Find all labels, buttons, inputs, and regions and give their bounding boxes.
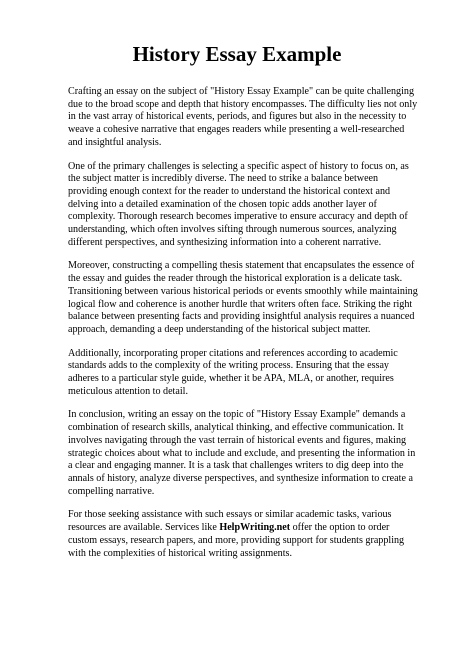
- paragraph-introduction: Crafting an essay on the subject of "History Essay Example" can be quite challenging due to the broad scope and depth that history encompasses. The difficulty lies not only in the vast array of historical events, periods, and figures but also in the necessity to weave a cohesive narrative that engages readers while presenting a well-researched and insightful analysis.: [68, 86, 418, 148]
- resources-text-before: For those seeking assistance with such essays or similar academic tasks, various resources are available. Services like: [68, 509, 392, 534]
- paragraph-citations: Additionally, incorporating proper citations and references according to academic standards adds to the complexity of the writing process. Ensuring that the essay adheres to a particular style guide, whether it be APA, MLA, or another, requires meticulous attention to detail.: [68, 347, 398, 397]
- paragraph-thesis: Moreover, constructing a compelling thesis statement that encapsulates the essence of the essay and guides the reader through the historical exploration is a delicate task. Transitioning between various historical periods or events smoothly while maintaining logical flow and coherence is another hurdle that writers often face. Striking the right balance between presenting facts and providing insightful analysis requires a nuanced approach, demanding a deep understanding of the historical subject matter.: [68, 260, 418, 335]
- paragraph-conclusion: In conclusion, writing an essay on the topic of "History Essay Example" demands a combination of research skills, analytical thinking, and effective communication. It involves navigating through the vast terrain of historical events and figures, making strategic choices about what to include and exclude, and presenting the information in a clear and engaging manner. It is a task that challenges writers to dig deep into the annals of history, analyze diverse perspectives, and synthesize information to create a compelling narrative.: [68, 409, 416, 497]
- paragraph-challenges: One of the primary challenges is selecting a specific aspect of history to focus on, as the subject matter is incredibly diverse. The need to strike a balance between providing enough context for the reader to understand the historical context and delving into a detailed examination of the chosen topic adds another layer of complexity. Thorough research becomes imperative to ensure accuracy and depth of understanding, which often involves sifting through numerous sources, analyzing different perspectives, and synthesizing information into a coherent narrative.: [68, 160, 409, 248]
- paragraph-resources: [68, 509, 418, 560]
- service-name: HelpWriting.net: [219, 522, 291, 534]
- resources-text-after: offer the option to order custom essays, research papers, and more, providing support for students grappling with the complexities of historical writing assignments.: [68, 522, 405, 559]
- document-body: [68, 86, 418, 570]
- document-title: History Essay Example: [132, 42, 342, 66]
